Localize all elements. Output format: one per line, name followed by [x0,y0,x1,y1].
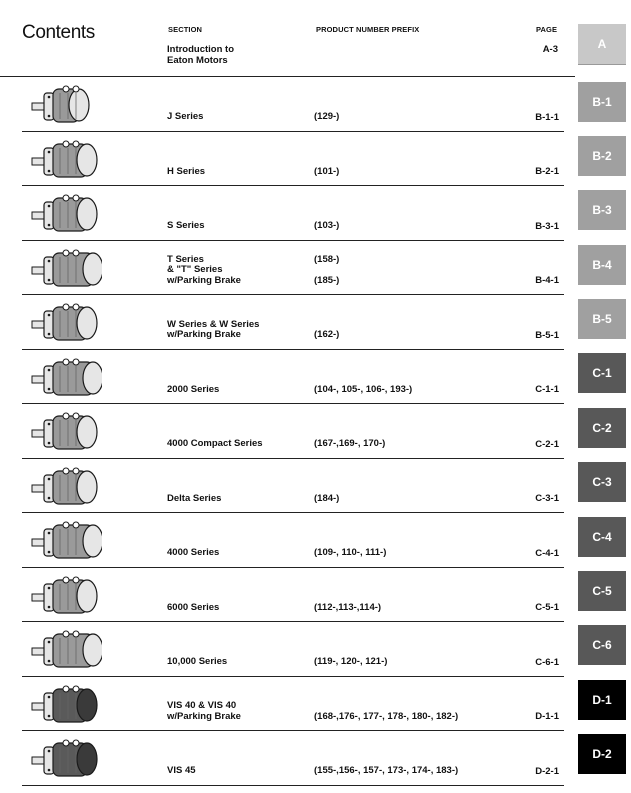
product-prefix: (162-) [314,329,340,340]
section-tab[interactable]: C-6 [578,625,626,665]
contents-row[interactable] [22,241,564,296]
product-prefix: (109-, 110-, 111-) [314,547,387,558]
page-number: B-5-1 [535,329,559,341]
section-tab[interactable]: C-4 [578,517,626,557]
page-number: C-3-1 [535,493,559,504]
motor-image [30,188,102,238]
motor-image [30,733,102,783]
page-number: B-2-1 [535,166,559,177]
section-tab[interactable]: C-2 [578,408,626,448]
section-title: H Series [167,165,206,177]
section-title: Delta Series [167,492,222,504]
section-tab[interactable]: B-4 [578,245,626,285]
contents-row[interactable] [22,77,564,132]
product-prefix: (129-) [314,111,340,122]
motor-image [30,679,102,729]
section-tab[interactable]: D-1 [578,680,626,720]
intro-section-title: Introduction to Eaton Motors [167,44,235,66]
section-tab[interactable]: C-1 [578,353,626,393]
motor-image [30,352,102,402]
contents-row[interactable] [22,295,564,350]
page-column-header: PAGE [536,25,558,34]
page-number: B-3-1 [535,220,559,232]
motor-image [30,515,102,565]
motor-image [30,297,102,347]
contents-row[interactable] [22,132,564,187]
section-title: VIS 45 [167,765,196,776]
page-number: D-1-1 [535,711,559,722]
page-number: C-2-1 [535,438,559,450]
product-prefix: (103-) [314,220,340,231]
product-prefix: (112-,113-,114-) [314,601,382,613]
product-prefix: (119-, 120-, 121-) [314,656,388,667]
section-tab[interactable]: B-3 [578,190,626,230]
page-number: B-1-1 [535,111,559,123]
contents-row[interactable] [22,677,564,732]
section-title: T Series & "T" Series w/Parking Brake [167,253,241,286]
contents-row[interactable] [22,186,564,241]
motor-image [30,624,102,674]
contents-row[interactable] [22,513,564,568]
intro-page-number: A-3 [542,44,558,55]
section-title: 4000 Series [167,547,220,558]
contents-row[interactable] [22,622,564,677]
section-tab[interactable]: B-1 [578,82,626,122]
page-number: C-4-1 [535,547,559,559]
section-column-header: SECTION [168,25,203,34]
product-prefix: (101-) [314,165,340,177]
product-prefix: (104-, 105-, 106-, 193-) [314,383,413,395]
motor-image [30,79,102,129]
section-title: J Series [167,111,204,122]
motor-image [30,570,102,620]
tab-divider [578,64,626,65]
intro-row[interactable] [0,40,575,77]
page-number: D-2-1 [535,765,559,777]
section-title: 4000 Compact Series [167,438,263,449]
section-title: S Series [167,220,205,231]
section-title: 2000 Series [167,383,220,395]
section-tab[interactable]: B-5 [578,299,626,339]
contents-row[interactable] [22,568,564,623]
product-prefix: (168-,176-, 177-, 178-, 180-, 182-) [314,710,459,722]
section-title: VIS 40 & VIS 40 w/Parking Brake [167,700,241,722]
product-prefix: (155-,156-, 157-, 173-, 174-, 183-) [314,765,459,776]
contents-row[interactable] [22,459,564,514]
page-number: B-4-1 [535,275,559,286]
motor-image [30,243,102,293]
motor-image [30,461,102,511]
page-number: C-5-1 [535,602,559,613]
page-title: Contents [22,22,95,43]
contents-list [0,77,575,786]
product-prefix: (184-) [314,492,340,504]
contents-row[interactable] [22,350,564,405]
section-title: 6000 Series [167,601,220,613]
motor-image [30,406,102,456]
product-prefix: (158-) (185-) [314,253,340,286]
section-tab[interactable]: D-2 [578,734,626,774]
prefix-column-header: PRODUCT NUMBER PREFIX [316,25,420,34]
section-tab[interactable]: B-2 [578,136,626,176]
contents-row[interactable] [22,731,564,786]
product-prefix: (167-,169-, 170-) [314,438,386,449]
section-title: W Series & W Series w/Parking Brake [167,318,260,340]
section-tab[interactable]: C-3 [578,462,626,502]
section-tab[interactable]: C-5 [578,571,626,611]
contents-row[interactable] [22,404,564,459]
page-number: C-6-1 [535,656,559,668]
motor-image [30,134,102,184]
page-number: C-1-1 [535,384,559,395]
section-title: 10,000 Series [167,656,228,667]
section-tab[interactable]: A [578,24,626,64]
